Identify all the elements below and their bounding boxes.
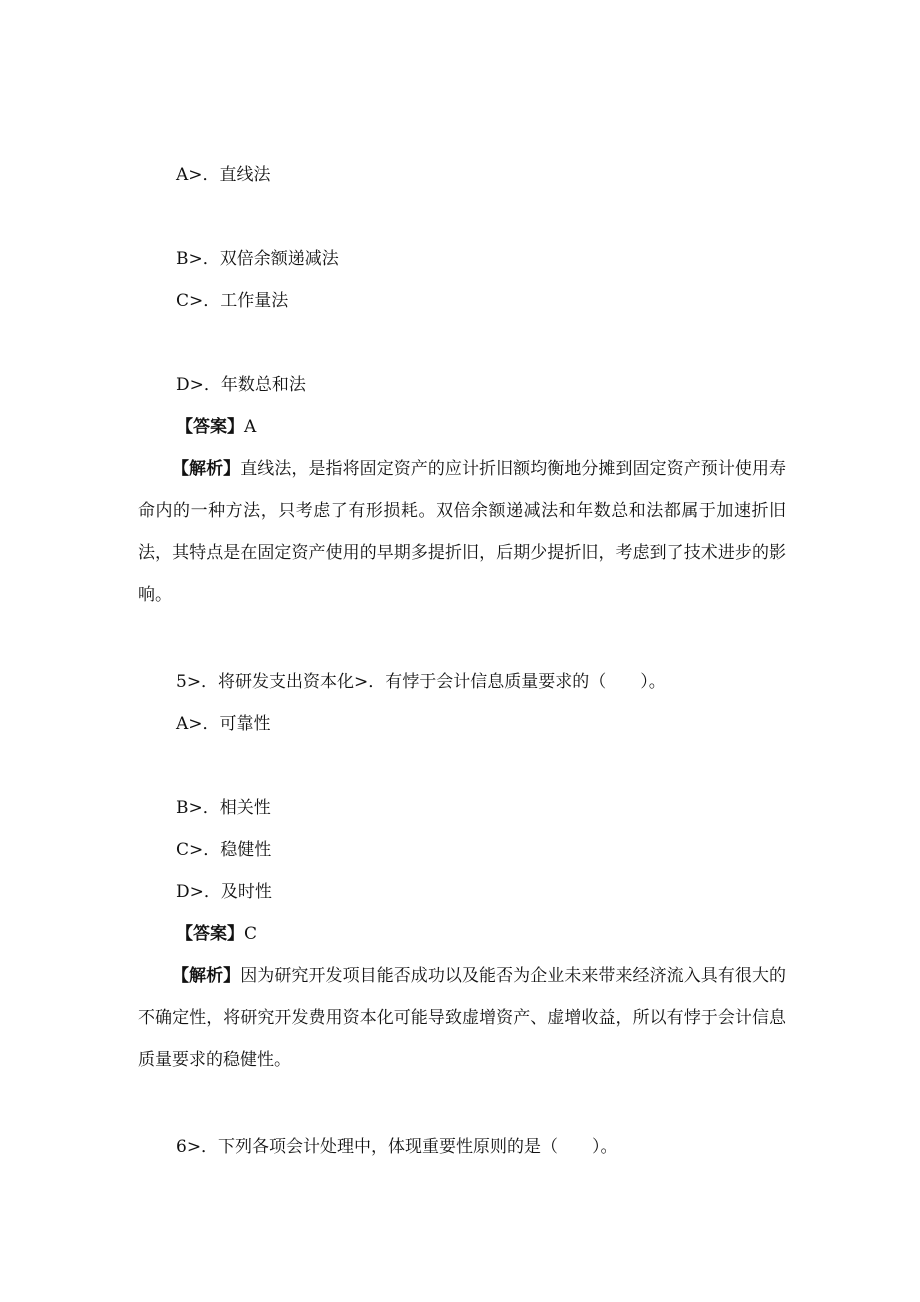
q4-option-d: D>．年数总和法 (176, 375, 306, 395)
analysis-text: 因为研究开发项目能否成功以及能否为企业未来带来经济流入具有很大的不确定性，将研究开发费用资本化可能导致虚增资产、虚增收益，所以有悖于会计信息质量要求的稳健性。 (138, 966, 787, 1070)
q5-option-c: C>．稳健性 (176, 840, 272, 860)
answer-value: C (244, 924, 258, 944)
q4-option-a: A>．直线法 (176, 165, 271, 185)
analysis-text: 直线法，是指将固定资产的应计折旧额均衡地分摊到固定资产预计使用寿命内的一种方法，只考虑了有形损耗。双倍余额递减法和年数总和法都属于加速折旧法，其特点是在固定资产使用的早期多提折旧，后期少提折旧，考虑到了技术进步的影响。 (138, 459, 787, 605)
q5-option-a: A>．可靠性 (176, 714, 271, 734)
q5-analysis (138, 955, 786, 1081)
q5-answer (176, 924, 257, 944)
q4-answer (176, 417, 256, 437)
answer-value: A (244, 417, 257, 437)
q4-option-b: B>．双倍余额递减法 (176, 249, 339, 269)
analysis-tag: 【解析】 (172, 966, 241, 986)
q4-option-c: C>．工作量法 (176, 291, 289, 311)
q5-option-d: D>．及时性 (176, 882, 272, 902)
answer-tag: 【答案】 (176, 417, 244, 437)
q5-question: 5>．将研发支出资本化>．有悖于会计信息质量要求的（ ）。 (176, 672, 666, 692)
analysis-tag: 【解析】 (172, 459, 241, 479)
answer-tag: 【答案】 (176, 924, 244, 944)
q4-analysis (138, 448, 786, 616)
q6-question: 6>．下列各项会计处理中，体现重要性原则的是（ ）。 (176, 1137, 618, 1157)
q5-option-b: B>．相关性 (176, 798, 271, 818)
